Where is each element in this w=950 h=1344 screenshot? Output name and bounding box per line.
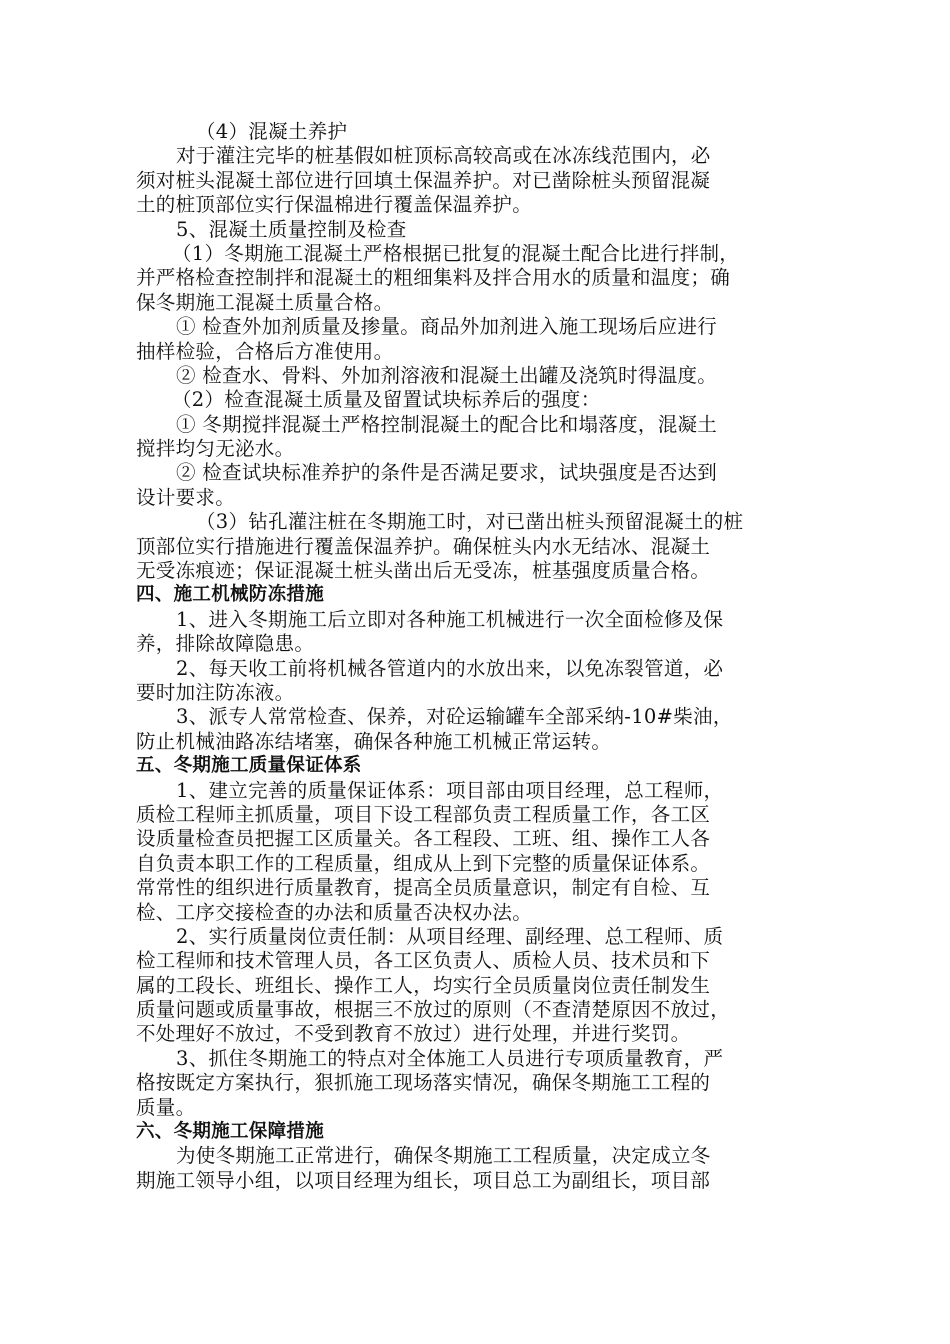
text-line: ② 检查试块标准养护的条件是否满足要求，试块强度是否达到: [176, 461, 718, 485]
text-line: 无受冻痕迹；保证混凝土桩头凿出后无受冻，桩基强度质量合格。: [136, 559, 711, 583]
text-line: 格按既定方案执行，狠抓施工现场落实情况，确保冬期施工工程的: [136, 1071, 711, 1095]
text-line: 3、抓住冬期施工的特点对全体施工人员进行专项质量教育，严: [176, 1046, 724, 1070]
text-line: 质量。: [136, 1095, 196, 1119]
text-line: 抽样检验，合格后方准使用。: [136, 339, 394, 363]
text-line: 2、实行质量岗位责任制：从项目经理、副经理、总工程师、质: [176, 924, 724, 948]
text-line: 检工程师和技术管理人员，各工区负责人、质检人员、技术员和下: [136, 949, 711, 973]
text-line: 顶部位实行措施进行覆盖保温养护。确保桩头内水无结冰、混凝土: [136, 534, 711, 558]
text-line: 5、混凝土质量控制及检查: [176, 217, 407, 241]
text-line: 2、每天收工前将机械各管道内的水放出来，以免冻裂管道，必: [176, 656, 724, 680]
text-line: 要时加注防冻液。: [136, 680, 295, 704]
text-line: （1）冬期施工混凝土严格根据已批复的混凝土配合比进行拌制，: [172, 241, 740, 265]
text-line: 期施工领导小组，以项目经理为组长，项目总工为副组长，项目部: [136, 1168, 711, 1192]
text-line: 对于灌注完毕的桩基假如桩顶标高较高或在冰冻线范围内，必: [176, 144, 711, 168]
text-line: 1、进入冬期施工后立即对各种施工机械进行一次全面检修及保: [176, 607, 724, 631]
text-line: 属的工段长、班组长、操作工人，均实行全员质量岗位责任制发生: [136, 973, 711, 997]
section-heading: 五、冬期施工质量保证体系: [136, 755, 362, 777]
text-line: 自负责本职工作的工程质量，组成从上到下完整的质量保证体系。: [136, 851, 711, 875]
text-line: （4）混凝土养护: [196, 120, 348, 143]
text-line: 检、工序交接检查的办法和质量否决权办法。: [136, 900, 533, 924]
text-line: 3、派专人常常检查、保养，对砼运输罐车全部采纳-10#柴油，: [176, 705, 733, 729]
text-line: 1、建立完善的质量保证体系：项目部由项目经理，总工程师，: [176, 778, 724, 802]
document-page: [136, 120, 816, 1193]
text-line: 为使冬期施工正常进行，确保冬期施工工程质量，决定成立冬: [176, 1144, 711, 1168]
section-heading: 六、冬期施工保障措施: [136, 1121, 325, 1143]
text-line: （3）钻孔灌注桩在冬期施工时，对已凿出桩头预留混凝土的桩: [196, 510, 744, 534]
text-line: ① 检查外加剂质量及掺量。商品外加剂进入施工现场后应进行: [176, 315, 718, 339]
text-line: 质量问题或质量事故，根据三不放过的原则（不查清楚原因不放过，: [136, 998, 731, 1022]
text-line: （2）检查混凝土质量及留置试块标养后的强度：: [172, 388, 601, 412]
text-line: 常常性的组织进行质量教育，提高全员质量意识，制定有自检、互: [136, 876, 711, 900]
text-line: 防止机械油路冻结堵塞，确保各种施工机械正常运转。: [136, 729, 612, 753]
text-line: ① 冬期搅拌混凝土严格控制混凝土的配合比和塌落度，混凝土: [176, 412, 718, 436]
text-line: 养，排除故障隐患。: [136, 632, 315, 656]
text-line: 须对桩头混凝土部位进行回填土保温养护。对已凿除桩头预留混凝: [136, 168, 711, 192]
text-line: 并严格检查控制拌和混凝土的粗细集料及拌合用水的质量和温度；确: [136, 266, 731, 290]
text-line: 质检工程师主抓质量，项目下设工程部负责工程质量工作，各工区: [136, 802, 711, 826]
text-line: 设质量检查员把握工区质量关。各工程段、工班、组、操作工人各: [136, 827, 711, 851]
text-line: 不处理好不放过，不受到教育不放过）进行处理，并进行奖罚。: [136, 1022, 691, 1046]
text-line: 设计要求。: [136, 485, 236, 509]
text-line: 土的桩顶部位实行保温棉进行覆盖保温养护。: [136, 193, 533, 217]
text-line: ② 检查水、骨料、外加剂溶液和混凝土出罐及浇筑时得温度。: [176, 363, 718, 387]
text-line: 保冬期施工混凝土质量合格。: [136, 290, 394, 314]
text-line: 搅拌均匀无泌水。: [136, 437, 295, 461]
section-heading: 四、施工机械防冻措施: [136, 584, 325, 606]
